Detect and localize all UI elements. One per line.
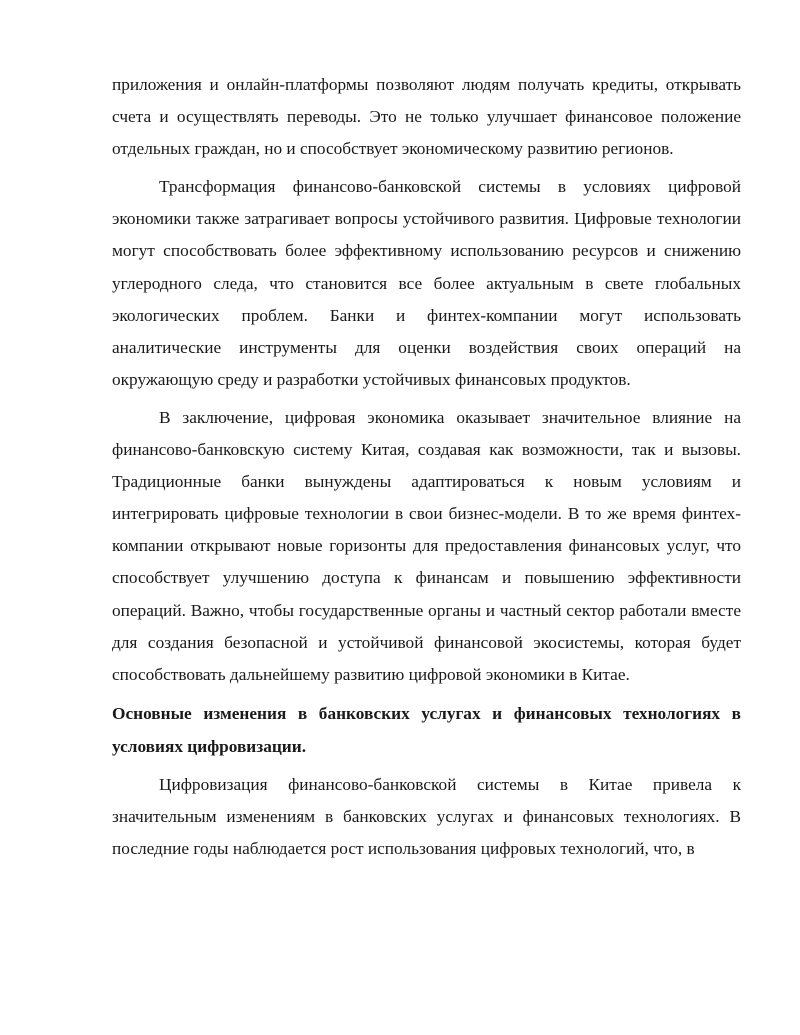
section-heading: Основные изменения в банковских услугах и финансовых технологиях в условиях цифровизации. xyxy=(112,703,741,756)
document-body xyxy=(112,69,741,865)
paragraph-digitalization: Цифровизация финансово-банковской системы в Китае привела к значительным изменениям в банковских услугах и финансовых технологиях. В последние годы наблюдается рост использования цифровых технологий, что, в xyxy=(112,774,741,858)
paragraph-continuation: приложения и онлайн-платформы позволяют людям получать кредиты, открывать счета и осуществлять переводы. Это не только улучшает финансовое положение отдельных граждан, но и способствует экономическому развитию регионов. xyxy=(112,75,741,159)
paragraph-sustainability: Трансформация финансово-банковской системы в условиях цифровой экономики также затрагивает вопросы устойчивого развития. Цифровые технологии могут способствовать более эффективному использованию ресурсов и снижению углеродного следа, что становится все более актуальным в свете глобальных экологических проблем. Банки и финтех-компании могут использовать аналитические инструменты для оценки воздействия своих операций на окружающую среду и разработки устойчивых финансовых продуктов. xyxy=(112,177,741,389)
paragraph-conclusion: В заключение, цифровая экономика оказывает значительное влияние на финансово-банковскую систему Китая, создавая как возможности, так и вызовы. Традиционные банки вынуждены адаптироваться к новым условиям и интегрировать цифровые технологии в свои бизнес-модели. В то же время финтех-компании открывают новые горизонты для предоставления финансовых услуг, что способствует улучшению доступа к финансам и повышению эффективности операций. Важно, чтобы государственные органы и частный сектор работали вместе для создания безопасной и устойчивой финансовой экосистемы, которая будет способствовать дальнейшему развитию цифровой экономики в Китае. xyxy=(112,407,741,684)
